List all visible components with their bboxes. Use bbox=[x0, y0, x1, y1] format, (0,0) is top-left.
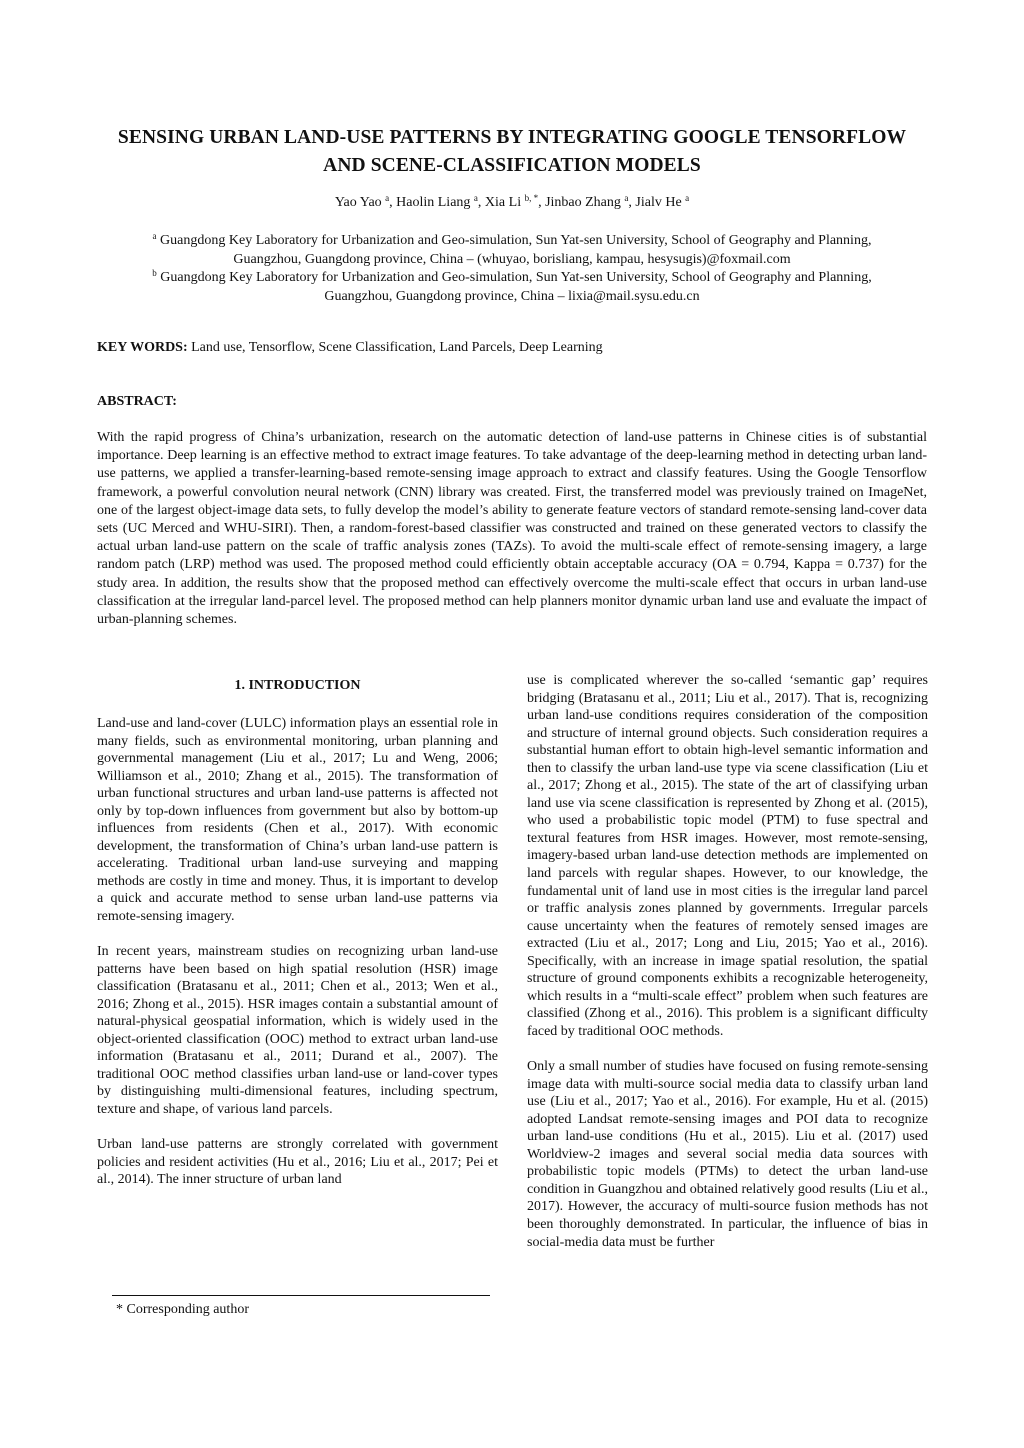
author: Yao Yao $^a$, bbox=[334, 193, 397, 210]
keywords bbox=[97, 339, 603, 357]
keywords-text: Land use, Tensorflow, Scene Classification, Land Parcels, Deep Learning bbox=[191, 340, 603, 355]
author: Xia Li $^{b, *}$, bbox=[484, 193, 546, 210]
author: Haolin Liang $^a$, bbox=[396, 193, 485, 210]
title-line-1: SENSING URBAN LAND-USE PATTERNS BY INTEGRATING GOOGLE TENSORFLOW bbox=[117, 127, 907, 148]
paragraph: use is complicated wherever the so-called ‘semantic gap’ requires bridging (Bratasanu et al., 2011; Liu et al., 2017). That is, recognizing urban land-use conditions requires consideration of the composition and structure of internal ground objects. Such consideration requires a substantial human effort to obtain high-level semantic information and then to classify the urban land-use type via scene classification (Liu et al., 2017; Zhong et al., 2015). The state of the art of classifying urban land use via scene classification is represented by Zhong et al. (2015), who used a probabilistic topic model (PTM) to fuse spectral and textural features from HSR images. However, most remote-sensing, imagery-based urban land-use detection methods are implemented on land parcels with regular shapes. However, to our knowledge, the fundamental unit of land use in most cities is the irregular land parcel or traffic analysis zones planned by governments. Irregular parcels cause uncertainty when the features of remotely sensed images are extracted (Liu et al., 2017; Long and Liu, 2015; Yao et al., 2016). Specifically, with an increase in image spatial resolution, the spatial structure of ground components exhibits a recognizable heterogeneity, which results in a “multi-scale effect” problem when such features are classified (Zhong et al., 2016). This problem is a significant difficulty faced by traditional OOC methods. bbox=[527, 673, 928, 1039]
title-line-2: AND SCENE-CLASSIFICATION MODELS bbox=[323, 155, 701, 176]
right-column bbox=[527, 672, 928, 1269]
paragraph: Urban land-use patterns are strongly correlated with government policies and resident activities (Hu et al., 2016; Liu et al., 2017; Pei et al., 2014). The inner structure of urban land bbox=[97, 1137, 498, 1188]
paragraph: Land-use and land-cover (LULC) information plays an essential role in many fields, such as environmental monitoring, urban planning and governmental management (Liu et al., 2017; Lu and Weng, 2006; Williamson et al., 2010; Zhang et al., 2015). The transformation of urban functional structures and urban land-use patterns is affected not only by top-down influences from government but also by bottom-up influences from residents (Chen et al., 2017). With economic development, the transformation of China’s urban land-use pattern is accelerating. Traditional urban land-use surveying and mapping methods are costly in time and money. Thus, it is important to develop a quick and accurate method to sense urban land-use patterns via remote-sensing imagery. bbox=[97, 716, 498, 925]
left-column bbox=[97, 715, 498, 1206]
author-list bbox=[60, 194, 964, 212]
affiliation-a-line-2: Guangzhou, Guangdong province, China – (whuyao, borisliang, kampau, hesysugis)@foxmail.com bbox=[233, 251, 791, 267]
keywords-label: KEY WORDS: bbox=[97, 340, 188, 355]
paragraph: Only a small number of studies have focused on fusing remote-sensing image data with multi-source social media data to classify urban land use (Liu et al., 2017; Yao et al., 2016). For example, Hu et al. (2015) adopted Landsat remote-sensing images and POI data to recognize urban land-use conditions (Hu et al., 2015). Liu et al. (2017) used Worldview-2 images and several social media data sources with probabilistic topic models (PTMs) to detect the urban land-use condition in Guangzhou and obtained relatively good results (Liu et al., 2017). However, the accuracy of multi-source fusion methods has not been thoroughly demonstrated. In particular, the influence of bias in social-media data must be further bbox=[527, 1059, 928, 1250]
affiliations bbox=[80, 232, 944, 306]
abstract-text: With the rapid progress of China’s urbanization, research on the automatic detection of land-use patterns in Chinese cities is of substantial importance. Deep learning is an effective method to extract image features. To take advantage of the deep-learning method in detecting urban land-use patterns, we applied a transfer-learning-based remote-sensing image approach to extract and classify features. Using the Google Tensorflow framework, a powerful convolution neural network (CNN) library was created. First, the transferred model was previously trained on ImageNet, one of the largest object-image data sets, to fully develop the model’s ability to generate feature vectors of standard remote-sensing land-cover data sets (UC Merced and WHU-SIRI). Then, a random-forest-based classifier was constructed and trained on these generated vectors to classify the actual urban land-use pattern on the scale of traffic analysis zones (TAZs). To avoid the multi-scale effect of remote-sensing imagery, a large random patch (LRP) method was used. The proposed method could efficiently obtain acceptable accuracy (OA = 0.794, Kappa = 0.737) for the study area. In addition, the results show that the proposed method can effectively overcome the multi-scale effect that occurs in urban land-use classification at the irregular land-parcel level. The proposed method can help planners monitor dynamic urban land use and evaluate the impact of urban-planning schemes. bbox=[97, 430, 927, 628]
section-heading: 1. INTRODUCTION bbox=[234, 678, 361, 693]
author: Jialv He $^a$ bbox=[635, 193, 690, 210]
affiliation-b-line-1: $^b$ Guangdong Key Laboratory for Urbanization and Geo-simulation, Sun Yat-sen University, School of Geography and Planning, bbox=[152, 268, 872, 286]
author: Jinbao Zhang $^a$, bbox=[545, 193, 636, 210]
paragraph: In recent years, mainstream studies on recognizing urban land-use patterns have been based on high spatial resolution (HSR) image classification (Bratasanu et al., 2011; Chen et al., 2013; Wen et al., 2016; Zhong et al., 2015). HSR images contain a substantial amount of natural-physical geospatial information, which is widely used in the object-oriented classification (OOC) method to extract urban land-use information (Bratasanu et al., 2011; Durand et al., 2007). The traditional OOC method classifies urban land-use or land-cover types by distinguishing multi-dimensional features, including spectrum, texture and shape, of various land parcels. bbox=[97, 944, 498, 1118]
footnote: * Corresponding author bbox=[116, 1302, 249, 1317]
abstract-heading: ABSTRACT: bbox=[97, 394, 177, 409]
affiliation-b-line-2: Guangzhou, Guangdong province, China – lixia@mail.sysu.edu.cn bbox=[324, 288, 700, 304]
paper-title bbox=[60, 124, 964, 180]
affiliation-a-line-1: $^a$ Guangdong Key Laboratory for Urbanization and Geo-simulation, Sun Yat-sen University, School of Geography and Planning, bbox=[152, 231, 872, 248]
footnote-divider bbox=[112, 1295, 490, 1296]
